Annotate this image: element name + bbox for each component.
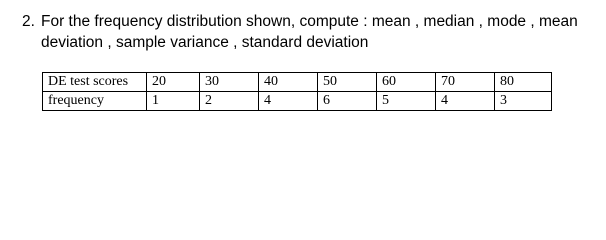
frequency-cell: 2: [200, 92, 259, 111]
scores-row: [43, 73, 552, 92]
score-cell: 50: [318, 73, 377, 92]
frequency-cell: 4: [436, 92, 495, 111]
score-cell: 70: [436, 73, 495, 92]
scores-row-label: DE test scores: [43, 73, 147, 92]
score-cell: 30: [200, 73, 259, 92]
question-prompt-line-2: deviation , sample variance , standard deviation: [41, 34, 369, 51]
frequency-row-label: frequency: [43, 92, 147, 111]
question-text: [22, 11, 602, 53]
frequency-cell: 1: [147, 92, 200, 111]
frequency-cell: 3: [495, 92, 552, 111]
frequency-table: [42, 72, 552, 111]
question-number: 2.: [22, 13, 35, 30]
score-cell: 60: [377, 73, 436, 92]
score-cell: 40: [259, 73, 318, 92]
frequency-cell: 6: [318, 92, 377, 111]
question-prompt-line-1: For the frequency distribution shown, compute : mean , median , mode , mean: [41, 13, 578, 30]
frequency-cell: 4: [259, 92, 318, 111]
frequency-cell: 5: [377, 92, 436, 111]
score-cell: 20: [147, 73, 200, 92]
frequency-row: [43, 92, 552, 111]
question-line-1: [22, 11, 602, 32]
score-cell: 80: [495, 73, 552, 92]
